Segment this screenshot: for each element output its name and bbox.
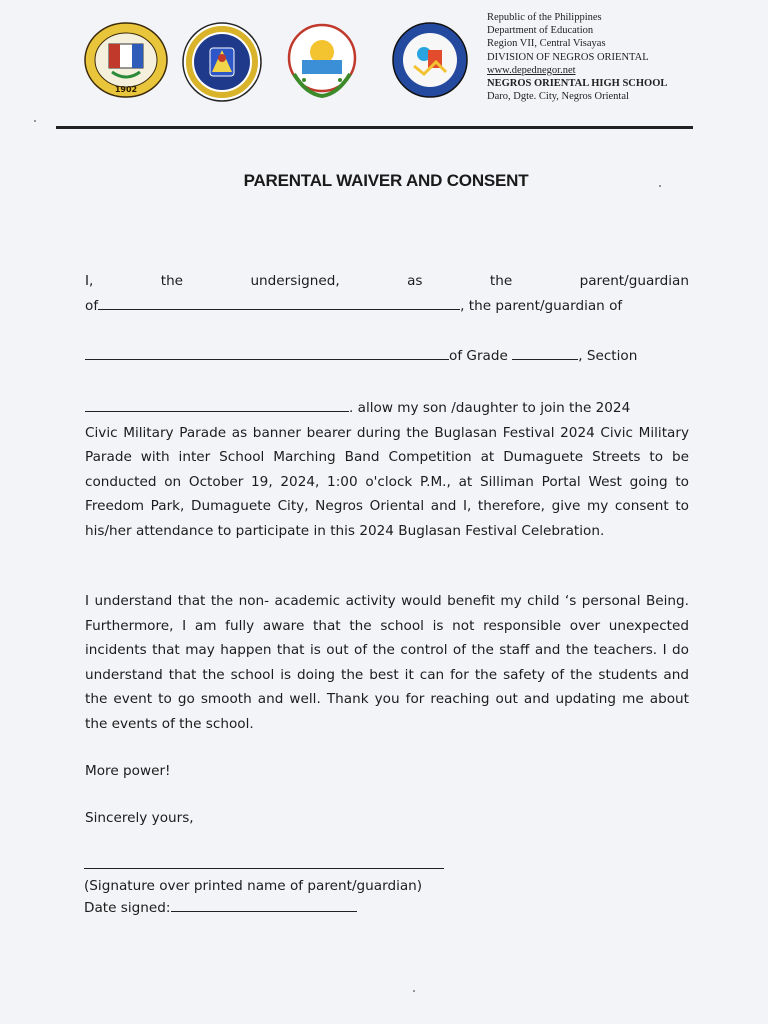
date-signed-blank[interactable] <box>171 897 357 912</box>
letterhead <box>487 11 667 103</box>
intro-word: I, <box>85 273 94 289</box>
intro-of: of <box>85 297 99 314</box>
salutation: Sincerely yours, <box>85 810 194 826</box>
letterhead-line: Republic of the Philippines <box>487 12 602 23</box>
document-title: PARENTAL WAIVER AND CONSENT <box>243 171 529 190</box>
division-seal-logo <box>388 22 472 102</box>
paper-speck <box>413 990 415 992</box>
letterhead-url: www.depednegor.net <box>487 64 576 76</box>
paper-speck <box>659 185 661 187</box>
intro-tail: , the parent/guardian of <box>460 297 623 314</box>
signature-block <box>84 875 422 919</box>
grade-label: of Grade <box>449 348 508 364</box>
understanding-paragraph: I understand that the non- academic activity would benefit my child ‘s personal Being. Furthermore, I am fully aware that the school is not responsible over unexpected incidents that may happen that is out of the control of the staff and the teachers. I do understand that the school is doing the best it can for the safety of the students and the event to go smooth and well. Thank you for reaching out and updating me about the events of the school. <box>85 593 689 732</box>
intro-word: as <box>407 273 423 289</box>
consent-body: Civic Military Parade as banner bearer during the Buglasan Festival 2024 Civic Military Parade with inter School Marching Band Competition at Dumaguete Streets to be conducted on October 19, 2024, 1:00 o'clock P.M., at Silliman Portal West going to Freedom Park, Dumaguete City, Negros Oriental and I, therefore, give my consent to his/her attendance to participate in this 2024 Buglasan Festival Celebration. <box>85 424 689 539</box>
child-name-blank[interactable] <box>98 295 460 310</box>
paper-speck <box>34 120 36 122</box>
letterhead-line: DIVISION OF NEGROS ORIENTAL <box>487 51 649 63</box>
date-label: Date signed: <box>84 900 171 916</box>
grade-blank[interactable] <box>512 345 578 360</box>
seal-year: 1902 <box>114 85 138 94</box>
consent-paragraph <box>85 396 689 543</box>
closing-line: More power! <box>85 763 171 779</box>
school-seal-logo <box>84 22 168 98</box>
letterhead-school: NEGROS ORIENTAL HIGH SCHOOL <box>487 78 668 90</box>
letterhead-line: Region VII, Central Visayas <box>487 38 606 50</box>
consent-lead: . allow my son /daughter to join the 2024 <box>349 400 631 416</box>
header-divider <box>56 126 693 129</box>
letterhead-line: Department of Education <box>487 25 594 37</box>
section-blank[interactable] <box>85 397 349 412</box>
consent-intro <box>85 269 689 369</box>
intro-word: the <box>160 273 184 289</box>
deped-seal-logo <box>180 22 264 102</box>
intro-word: the <box>489 273 513 289</box>
intro-word: parent/guardian <box>579 273 689 289</box>
signature-label: (Signature over printed name of parent/guardian) <box>84 878 423 894</box>
intro-word: undersigned, <box>250 273 340 289</box>
name-blank[interactable] <box>85 345 449 360</box>
letterhead-address: Daro, Dgte. City, Negros Oriental <box>487 91 629 103</box>
region-seal-logo <box>282 22 366 102</box>
section-label: , Section <box>578 348 638 364</box>
signature-line[interactable] <box>84 868 444 869</box>
